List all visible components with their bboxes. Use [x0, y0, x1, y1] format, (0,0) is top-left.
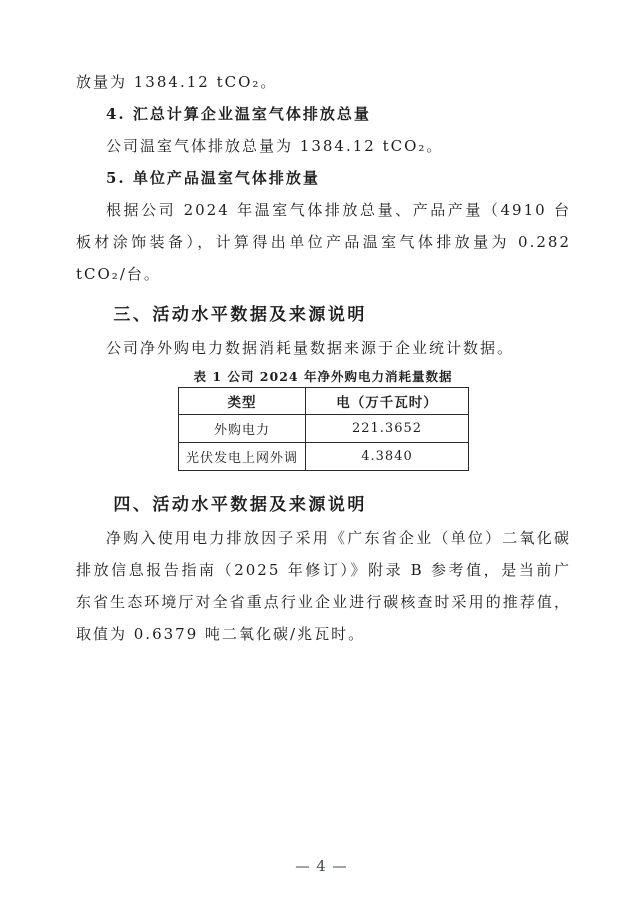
table-header-electricity: 电（万千瓦时） — [306, 388, 469, 415]
table-cell-type-solar-export: 光伏发电上网外调 — [179, 443, 306, 471]
table-row — [179, 415, 469, 443]
paragraph-activity-data-source: 公司净外购电力数据消耗量数据来源于企业统计数据。 — [106, 339, 515, 357]
page-number-footer: — 4 — — [295, 859, 348, 875]
subheading-4-total-emission: 4. 汇总计算企业温室气体排放总量 — [106, 105, 371, 123]
paragraph-overflow-emission: 放量为 1384.12 tCO₂。 — [76, 73, 278, 91]
electricity-consumption-table — [178, 387, 469, 471]
table-cell-value-solar-export: 4.3840 — [306, 443, 469, 471]
table-row — [179, 443, 469, 471]
table-cell-value-purchased: 221.3652 — [306, 415, 469, 443]
table-caption: 表 1 公司 2024 年净外购电力消耗量数据 — [193, 369, 453, 384]
table-cell-type-purchased: 外购电力 — [179, 415, 306, 443]
paragraph-emission-factor: 净购入使用电力排放因子采用《广东省企业（单位）二氧化碳排放信息报告指南（2025 年修订）》附录 B 参考值，是当前广东省生态环境厅对全省重点行业企业进行碳核查时采用的推荐值，取值为 0.6379 吨二氧化碳/兆瓦时。 — [76, 529, 571, 643]
paragraph-total-emission: 公司温室气体排放总量为 1384.12 tCO₂。 — [106, 137, 444, 155]
paragraph-unit-product-emission: 根据公司 2024 年温室气体排放总量、产品产量（4910 台板材涂饰装备），计算得出单位产品温室气体排放量为 0.282 tCO₂/台。 — [76, 201, 571, 283]
table-header-row — [179, 388, 469, 415]
table-header-type: 类型 — [179, 388, 306, 415]
subheading-5-unit-product-emission: 5. 单位产品温室气体排放量 — [106, 169, 320, 187]
section-heading-3-activity-data: 三、活动水平数据及来源说明 — [113, 305, 367, 325]
section-heading-4-activity-data: 四、活动水平数据及来源说明 — [113, 495, 367, 515]
